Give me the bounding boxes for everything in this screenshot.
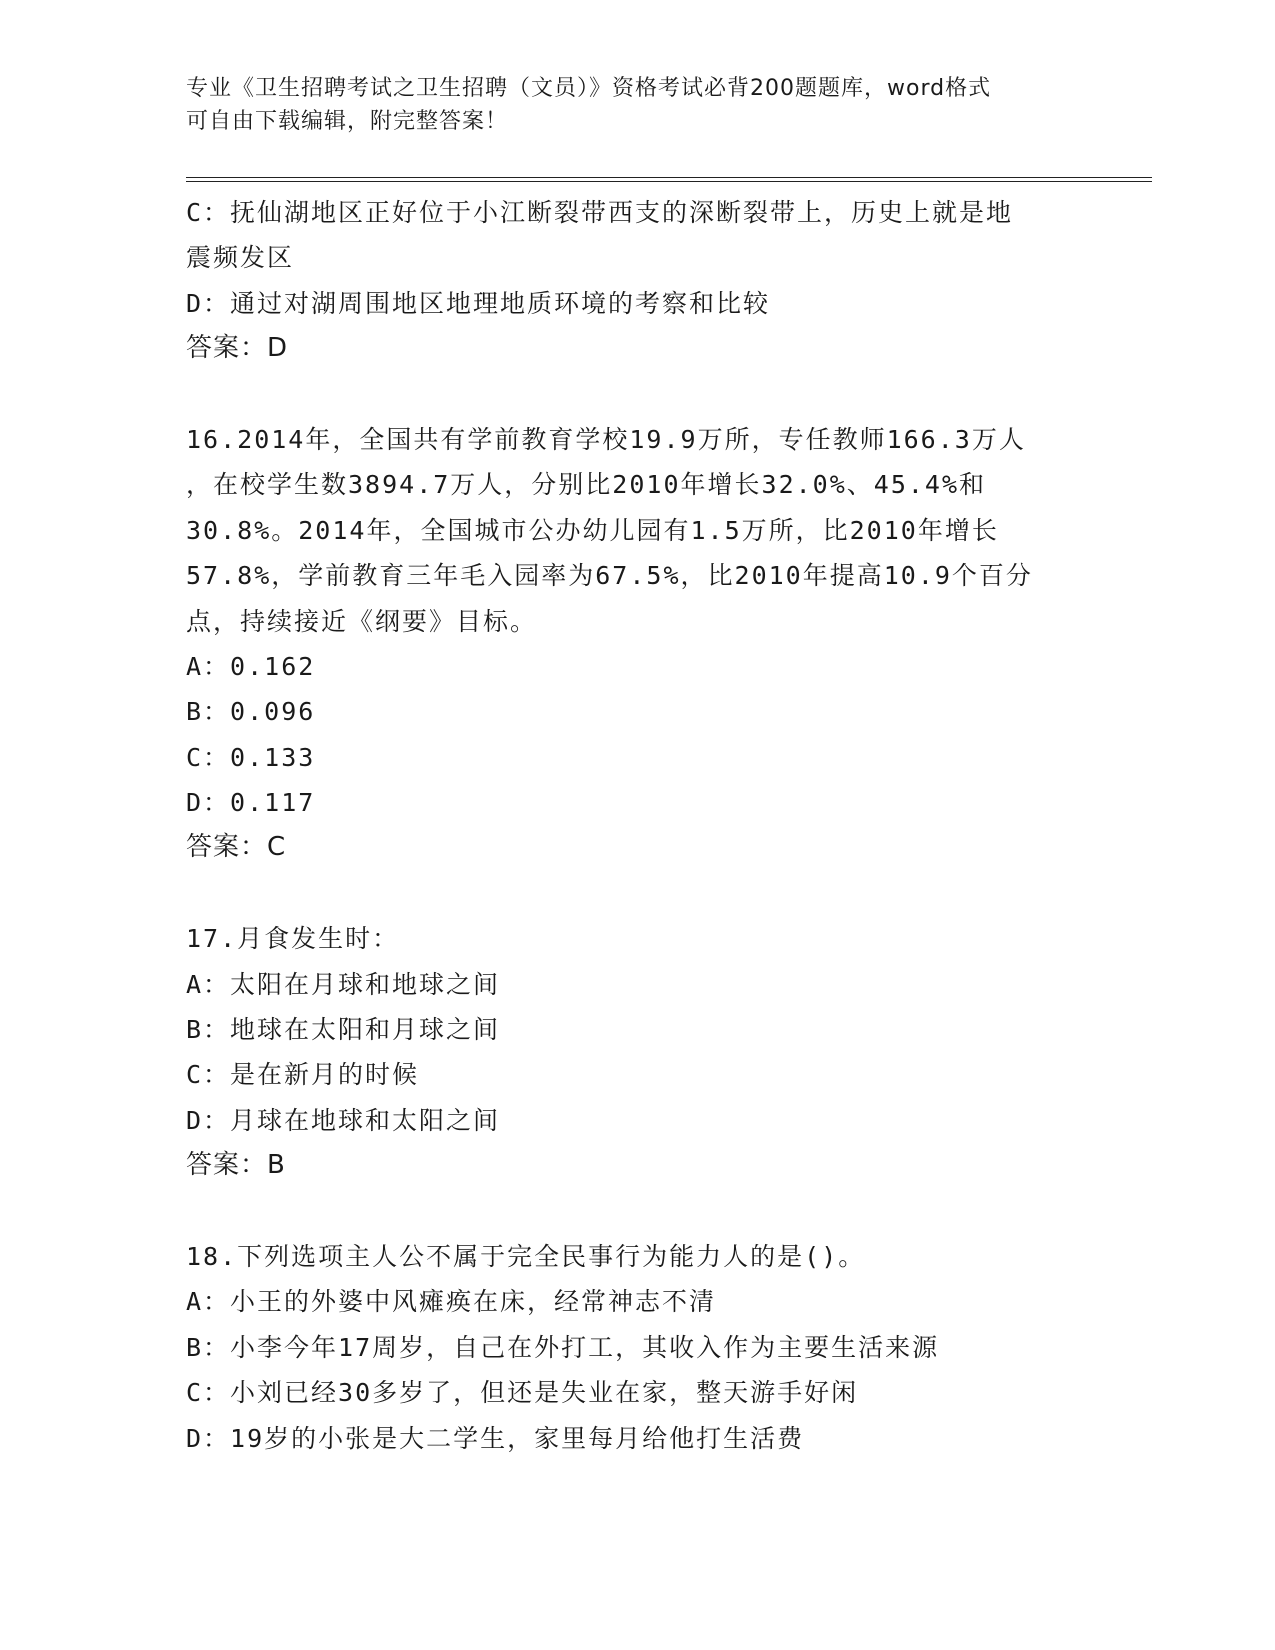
question-15-tail [186,190,1086,372]
header-title-line-1: 专业《卫生招聘考试之卫生招聘（文员）》资格考试必背200题题库，word格式 [186,76,992,101]
option-b: B：0.096 [186,697,316,727]
document-body [186,190,1086,1461]
spacer [186,1189,1086,1234]
question-stem-line-5: 点，持续接近《纲要》目标。 [186,606,538,636]
spacer [186,372,1086,417]
option-a: A：小王的外婆中风瘫痪在床，经常神志不清 [186,1287,717,1317]
option-c-line-1: C：抚仙湖地区正好位于小江断裂带西支的深断裂带上，历史上就是地 [186,198,1014,227]
answer-line: 答案：B [186,1150,286,1181]
option-c: C：0.133 [186,742,316,772]
option-b: B：小李今年17周岁，自己在外打工，其收入作为主要生活来源 [186,1332,940,1362]
question-stem-line-2: ，在校学生数3894.7万人，分别比2010年增长32.0%、45.4%和 [186,470,987,500]
document-header [186,72,1086,138]
question-stem-line-4: 57.8%，学前教育三年毛入园率为67.5%，比2010年提高10.9个百分 [186,561,1033,591]
question-stem: 17.月食发生时： [186,924,400,954]
question-18 [186,1234,1086,1461]
option-c: C：小刘已经30多岁了，但还是失业在家，整天游手好闲 [186,1378,859,1408]
question-stem-line-3: 30.8%。2014年，全国城市公办幼儿园有1.5万所，比2010年增长 [186,515,999,545]
question-stem-line-1: 16.2014年，全国共有学前教育学校19.9万所，专任教师166.3万人 [186,424,1026,454]
header-title-line-2: 可自由下载编辑，附完整答案！ [186,109,509,134]
option-c: C：是在新月的时候 [186,1060,420,1090]
question-16 [186,417,1086,871]
option-d: D：0.117 [186,788,316,818]
option-d: D：通过对湖周围地区地理地质环境的考察和比较 [186,288,771,318]
answer-line: 答案：C [186,832,287,863]
option-d: D：19岁的小张是大二学生，家里每月给他打生活费 [186,1423,805,1453]
spacer [186,871,1086,916]
option-c-line-2: 震频发区 [186,243,295,273]
question-17 [186,916,1086,1188]
option-a: A：太阳在月球和地球之间 [186,969,501,999]
header-double-rule [186,177,1152,182]
answer-line: 答案：D [186,333,289,364]
option-d: D：月球在地球和太阳之间 [186,1105,501,1135]
question-stem: 18.下列选项主人公不属于完全民事行为能力人的是()。 [186,1241,866,1271]
option-b: B：地球在太阳和月球之间 [186,1015,501,1045]
option-a: A：0.162 [186,651,316,681]
